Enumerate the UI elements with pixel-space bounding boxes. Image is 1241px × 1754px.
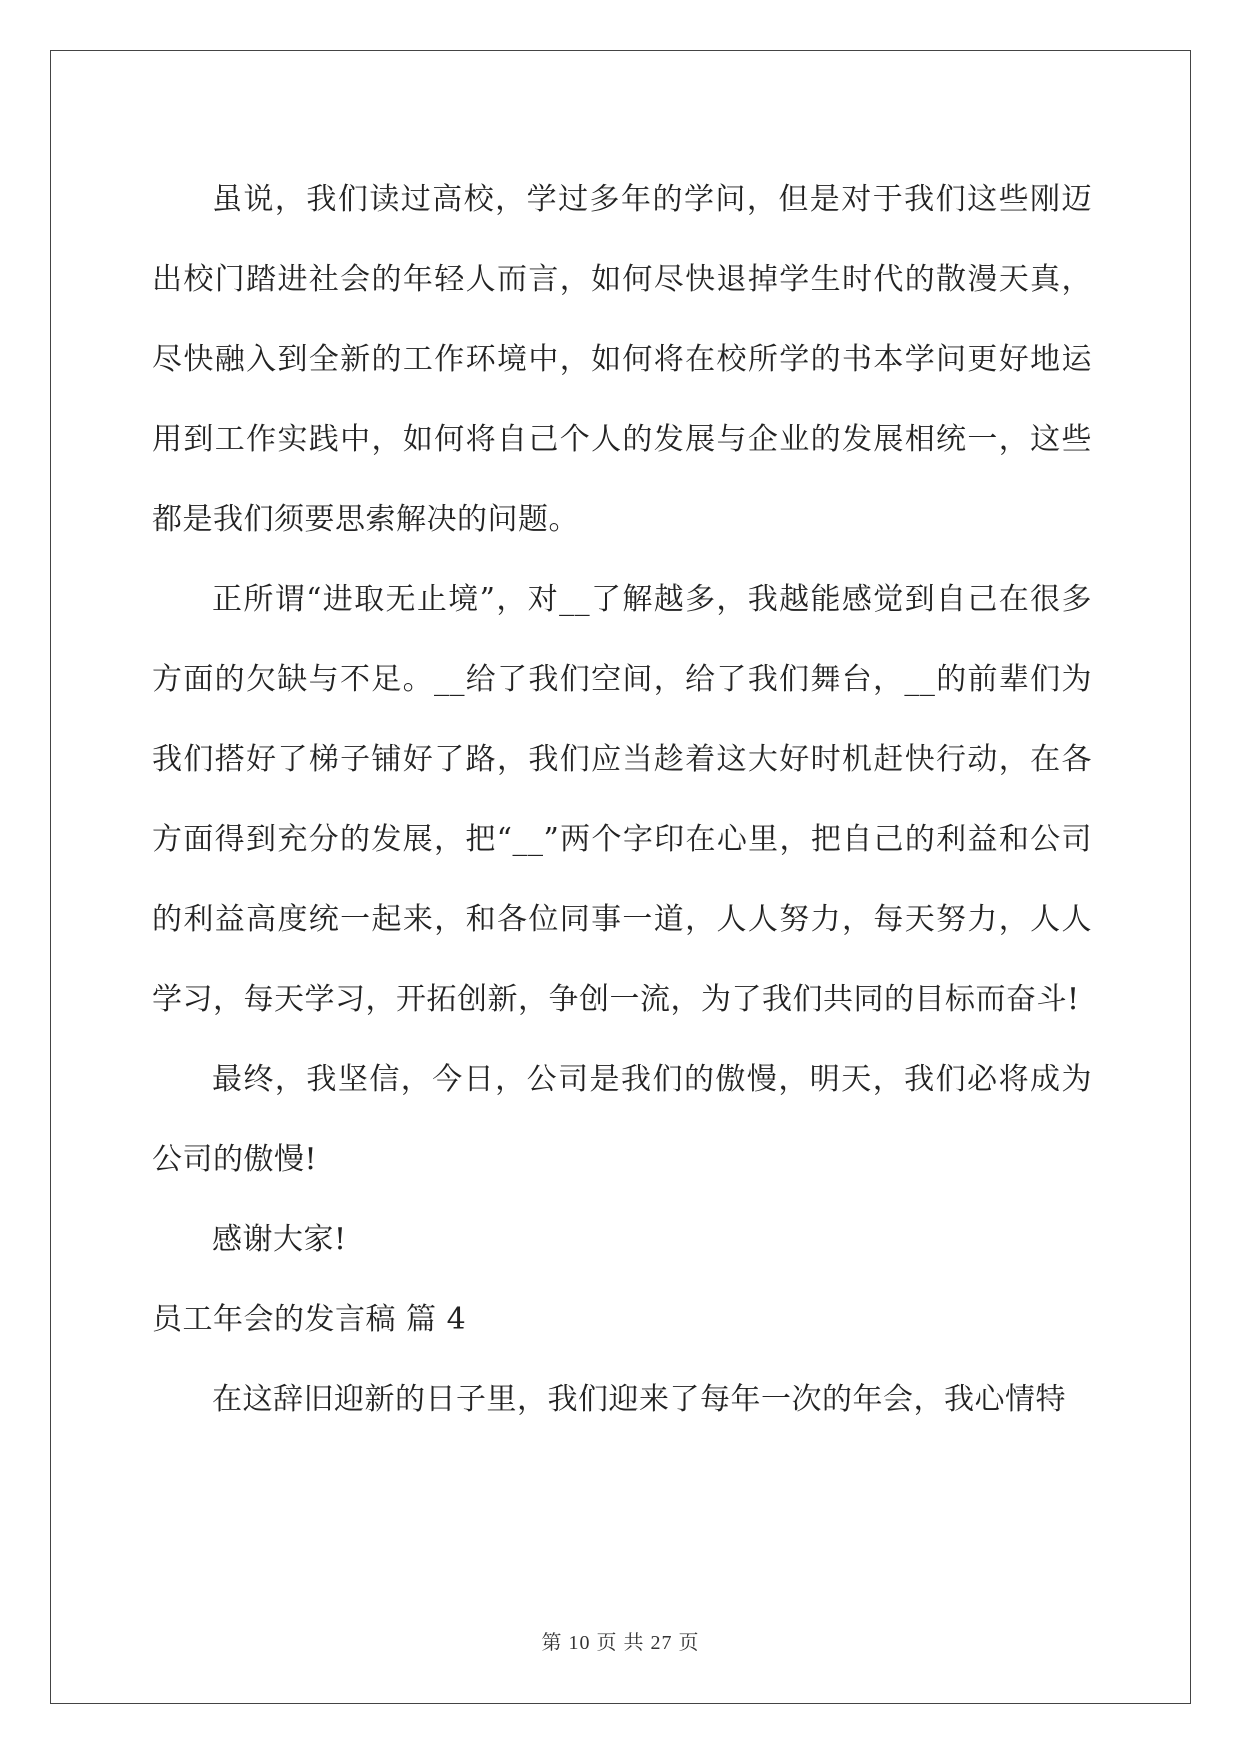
document-body bbox=[152, 160, 1092, 1440]
paragraph: 感谢大家! bbox=[212, 1222, 347, 1257]
section-heading: 员工年会的发言稿 篇 4 bbox=[152, 1302, 467, 1337]
page-number-footer: 第 10 页 共 27 页 bbox=[541, 1632, 700, 1654]
paragraph: 虽说，我们读过高校，学过多年的学问，但是对于我们这些刚迈出校门踏进社会的年轻人而言，如何尽快退掉学生时代的散漫天真，尽快融入到全新的工作环境中，如何将在校所学的书本学问更好地运用到工作实践中，如何将自己个人的发展与企业的发展相统一，这些都是我们须要思索解决的问题。 bbox=[152, 182, 1092, 537]
paragraph: 在这辞旧迎新的日子里，我们迎来了每年一次的年会，我心情特 bbox=[212, 1382, 1066, 1417]
paragraph: 正所谓“进取无止境”，对__了解越多，我越能感觉到自己在很多方面的欠缺与不足。__给了我们空间，给了我们舞台，__的前辈们为我们搭好了梯子铺好了路，我们应当趁着这大好时机赶快行动，在各方面得到充分的发展，把“__”两个字印在心里，把自己的利益和公司的利益高度统一起来，和各位同事一道，人人努力，每天努力，人人学习，每天学习，开拓创新，争创一流，为了我们共同的目标而奋斗! bbox=[152, 582, 1092, 1017]
paragraph: 最终，我坚信，今日，公司是我们的傲慢，明天，我们必将成为公司的傲慢! bbox=[152, 1062, 1092, 1177]
